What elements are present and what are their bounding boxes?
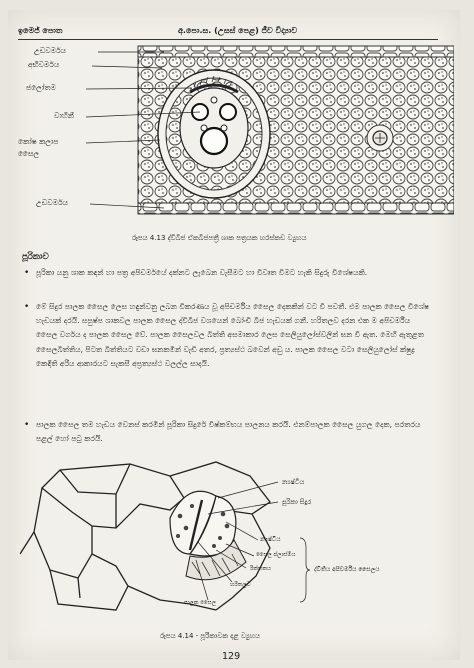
label-epidermal-cell: ද්විතීය අපිචර්මීය සෛලය — [314, 566, 380, 573]
paragraph-2 — [24, 300, 432, 416]
label-upper-epidermis: උඩවර්මය — [34, 46, 66, 55]
bullet-icon: • — [24, 268, 30, 278]
stoma-drawing — [20, 458, 450, 623]
subject-title: අ.පො.ස. (උසස් පෙළ) ජීව විද්‍යාව — [178, 26, 298, 35]
label-cell-membrane: සෛල ප්ලාස්මීය — [256, 552, 296, 558]
stoma-figure — [20, 458, 450, 623]
label-xylem: වාහිනී — [54, 111, 74, 120]
paragraph-1-text: පූරිකා යනු ශාක කඳන් හා පත්‍ර අපිචර්මයේ දක්නට ලැබෙන වැසීමට හා විවෘත වීමට හැකි සිදුරු විශේෂයකි. — [36, 268, 368, 277]
running-header — [18, 24, 438, 38]
label-vacuole: රික්තකය — [250, 566, 272, 572]
bullet-icon: • — [24, 302, 30, 312]
label-bundle-sheath: කෝෂ කලාප සෛල — [18, 137, 59, 158]
leaf-cross-section-drawing — [14, 42, 454, 222]
paragraph-3-text: පාලක සෛල තම හැඩය වෙනස් කරමින් පූරිකා සිදුරේ විෂ්කම්භය පාලනය කරයි. එනම්පාලක සෛල යුගල දෙක, පරතරය පළල් හෝ පටු කරයි. — [36, 420, 421, 444]
header-rule — [18, 39, 438, 40]
paragraph-2-text: මේ සිදුර පාලක සෛල ලෙස හඳුන්වනු ලබන විකරණය වූ අපිචර්මීය සෛල දෙකකින් වට වී පවතී. එම පාලක සෛල විශේෂ හැඩයක් දරයි. සපුෂ්ප ශාකවල පාලක සෛල ද්විබීජ වශයෙන් බෝංචි බීජ හැඩයක් ගනී. හරිතලව දරන එක ම අපිචර්මීය සෛල වර්ගය ද පාලක සෛල වේ. පාලක සෛලවල බිත්ති අසමාකාර ලෙස සෙලියුලෝස්වලින් ඝන වී ඇත. මෙහි ඇතුළත සෛලබිත්තිය, පිටත බිත්තියට වඩා ඝනකමින් වැඩි අතර, ප්‍රත්‍යස්ථ බවෙන් අඩු ය. පාලක සෛල වටා සෙලියුලෝස් ක්ෂුද්‍ර කෙඳිති අරීය ආකාරයට සැකසී අප්‍රත්‍යස්ථ වලල්ල සාදයි. — [36, 302, 430, 368]
section-title: පූරිකාව — [22, 252, 49, 262]
label-nucleus: න්‍යෂ්ටිය — [282, 478, 305, 486]
leaf-cross-section-figure — [14, 42, 454, 222]
page-number: 129 — [222, 651, 241, 662]
figure2-caption: රූපය 4.14 - පූරිකාවක දළ ව්‍යුහය — [160, 632, 261, 640]
paragraph-3 — [24, 418, 432, 448]
label-nucleus-2: න්‍යෂ්ටිය — [260, 536, 281, 543]
book-title: ඉමෙජ් පොත — [18, 26, 63, 35]
paragraph-1 — [24, 266, 432, 296]
label-palisade: අභිවර්මය — [28, 60, 60, 69]
label-lower-epidermis: උඩවර්මය — [36, 198, 68, 207]
label-guard-cell: පාලක සෛල — [184, 600, 216, 606]
label-chloroplast: හරිතලව — [230, 582, 251, 588]
label-phloem: ජලෝතම — [26, 83, 56, 92]
bullet-icon: • — [24, 420, 30, 430]
label-stomatal-pore: පූරිකා සිදුර — [282, 498, 312, 506]
figure1-caption: රූපය 4.13 ද්විබීජ ඒකබීජපත්‍රී ශාක පත්‍රයක හරස්කඩ ව්‍යුහය — [132, 234, 307, 242]
